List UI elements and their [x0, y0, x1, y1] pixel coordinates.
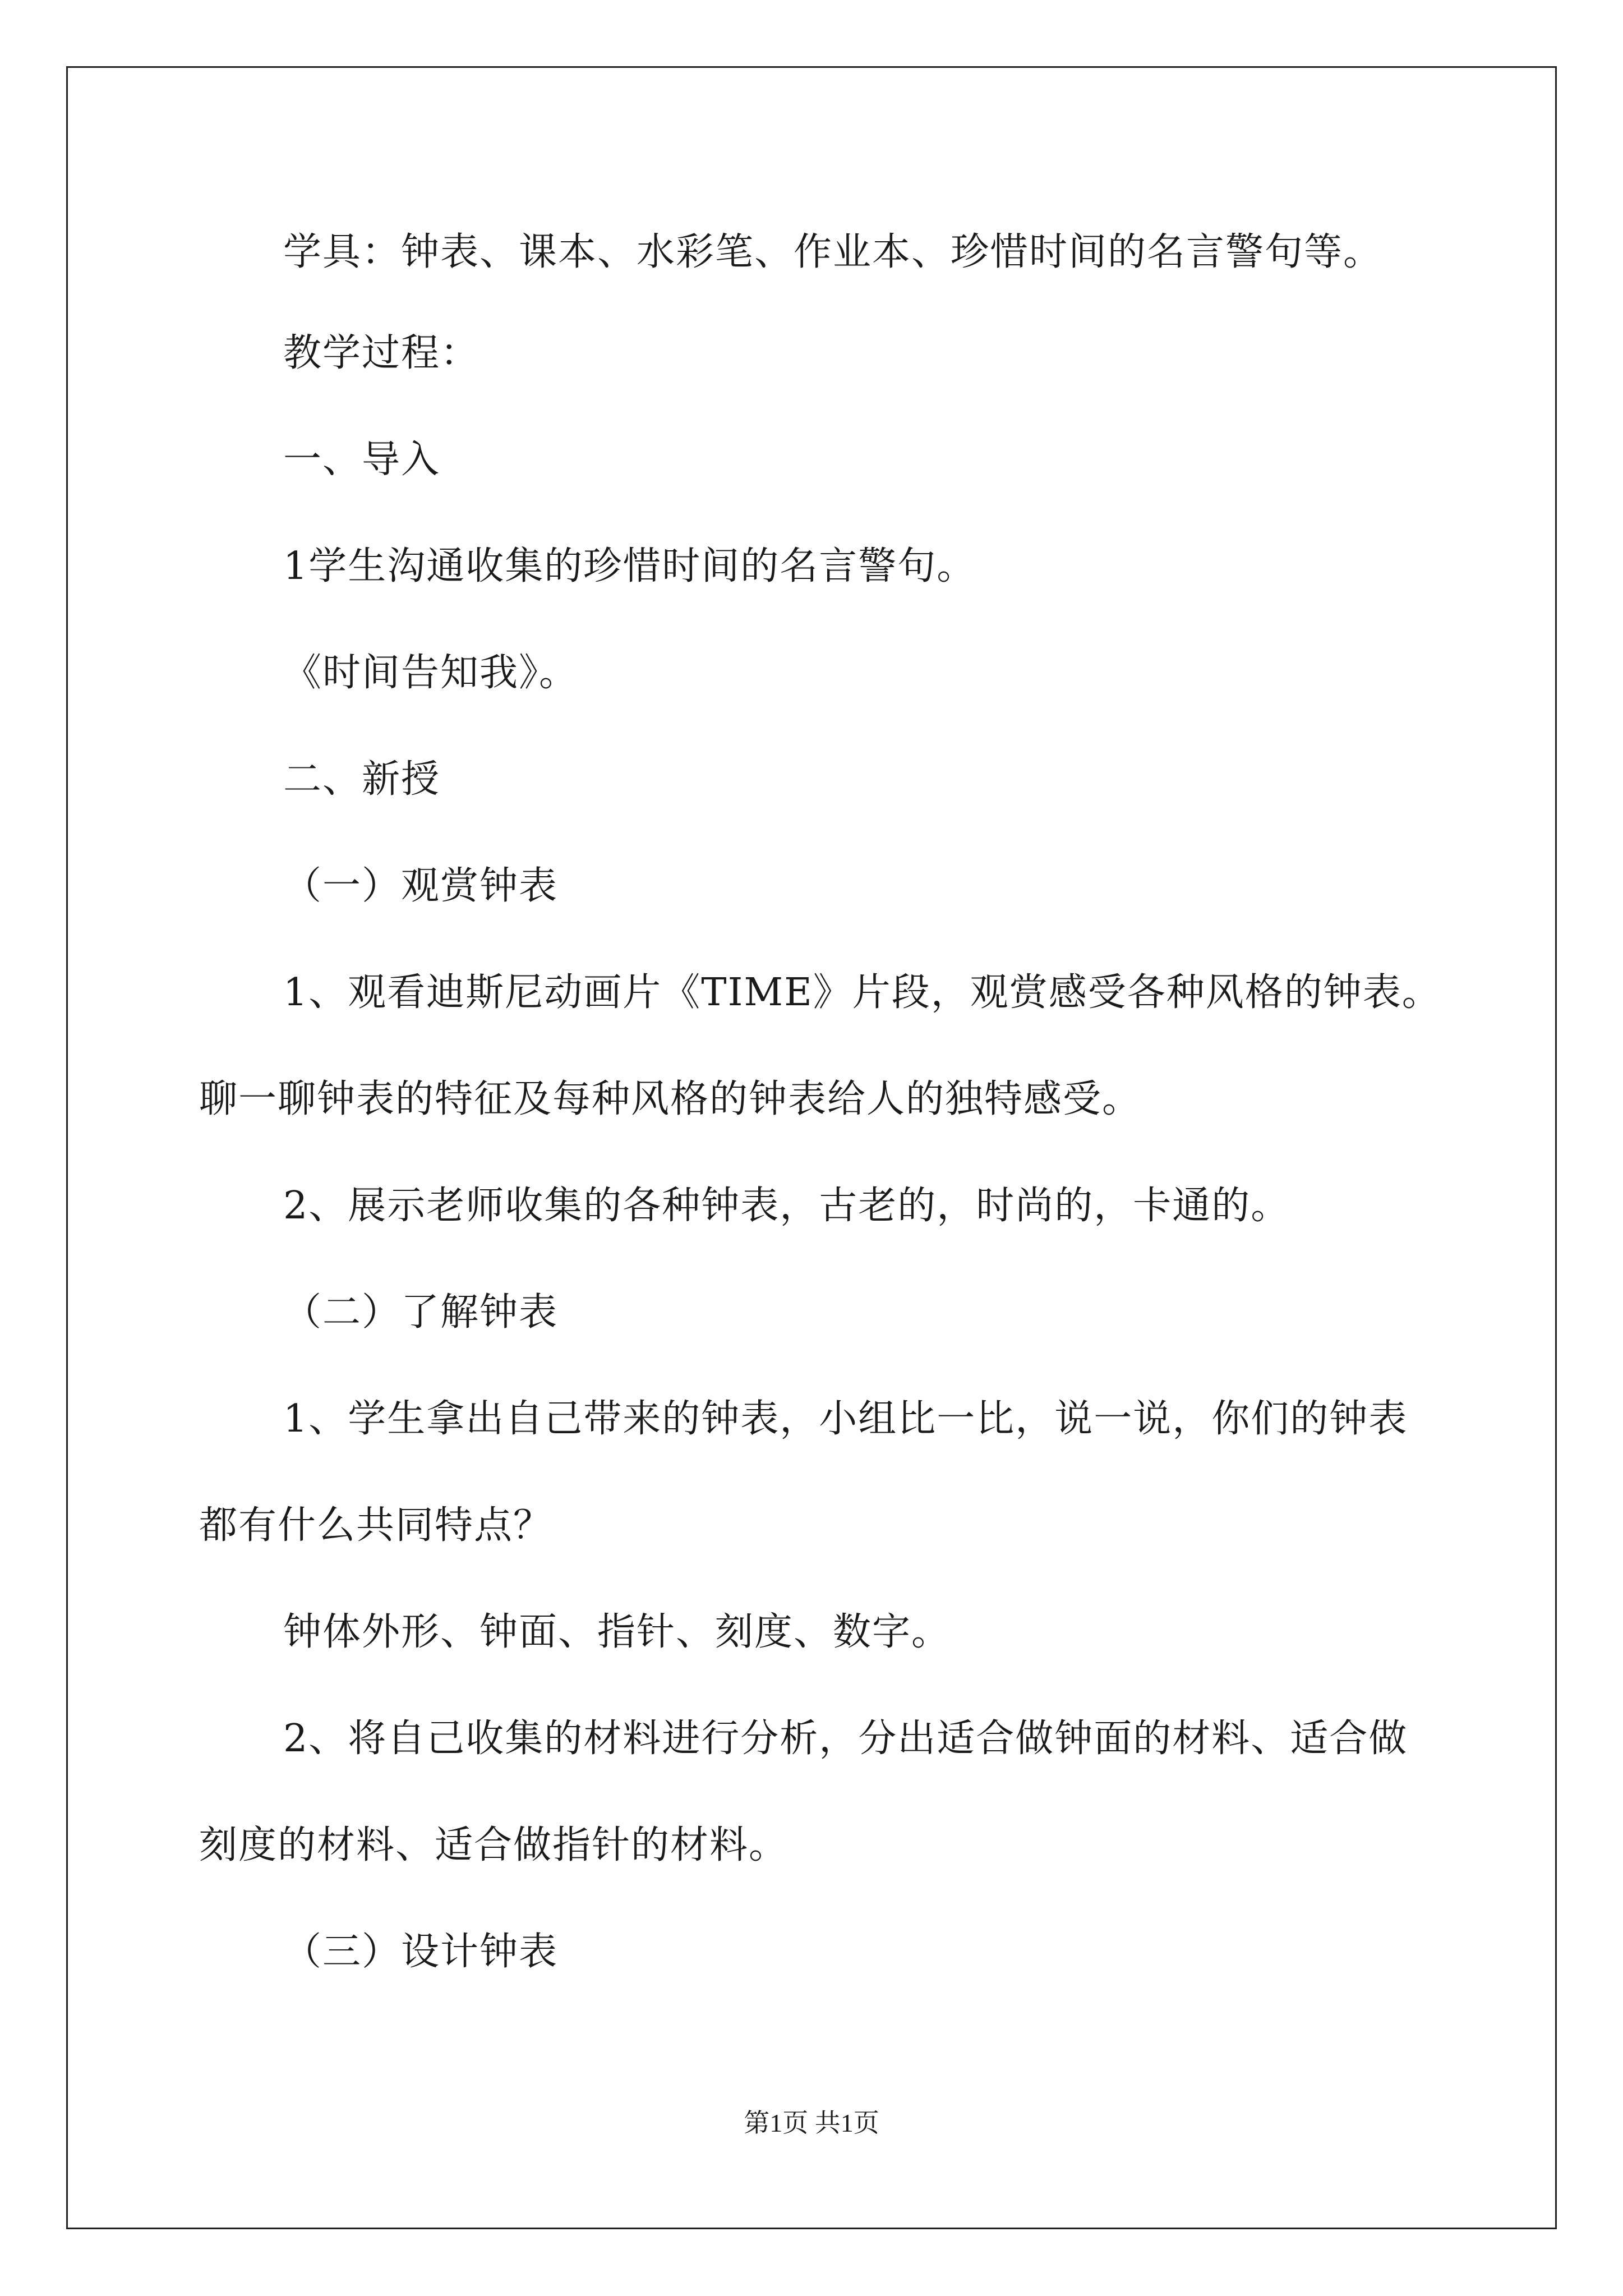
page-border	[66, 66, 1557, 2229]
line-watch-film: 1、观看迪斯尼动画片《TIME》片段，观赏感受各种风格的钟表。	[283, 970, 1441, 1015]
line-group-compare: 1、学生拿出自己带来的钟表，小组比一比，说一说，你们的钟表	[283, 1397, 1408, 1441]
line-sub-appreciate: （一）观赏钟表	[283, 864, 559, 908]
line-section-new: 二、新授	[283, 757, 441, 802]
line-show-clocks: 2、展示老师收集的各种钟表，古老的，时尚的，卡通的。	[283, 1184, 1290, 1228]
line-analyze-materials: 2、将自己收集的材料进行分析，分出适合做钟面的材料、适合做	[283, 1717, 1408, 1761]
line-discuss: 聊一聊钟表的特征及每种风格的钟表给人的独特感受。	[199, 1077, 1142, 1121]
line-quotes: 1学生沟通收集的珍惜时间的名言警句。	[283, 544, 976, 588]
line-process-heading: 教学过程：	[283, 331, 480, 375]
line-sub-understand: （二）了解钟表	[283, 1290, 559, 1335]
line-materials-cont: 刻度的材料、适合做指针的材料。	[199, 1823, 789, 1867]
page-footer: 第1页 共1页	[744, 2109, 879, 2137]
line-section-intro: 一、导入	[283, 438, 441, 482]
line-song: 《时间告知我》。	[283, 651, 579, 695]
line-common-features: 都有什么共同特点？	[199, 1503, 553, 1548]
line-tools: 学具：钟表、课本、水彩笔、作业本、珍惜时间的名言警句等。	[283, 230, 1383, 274]
line-sub-design: （三）设计钟表	[283, 1930, 559, 1974]
line-clock-parts: 钟体外形、钟面、指针、刻度、数字。	[283, 1610, 951, 1654]
